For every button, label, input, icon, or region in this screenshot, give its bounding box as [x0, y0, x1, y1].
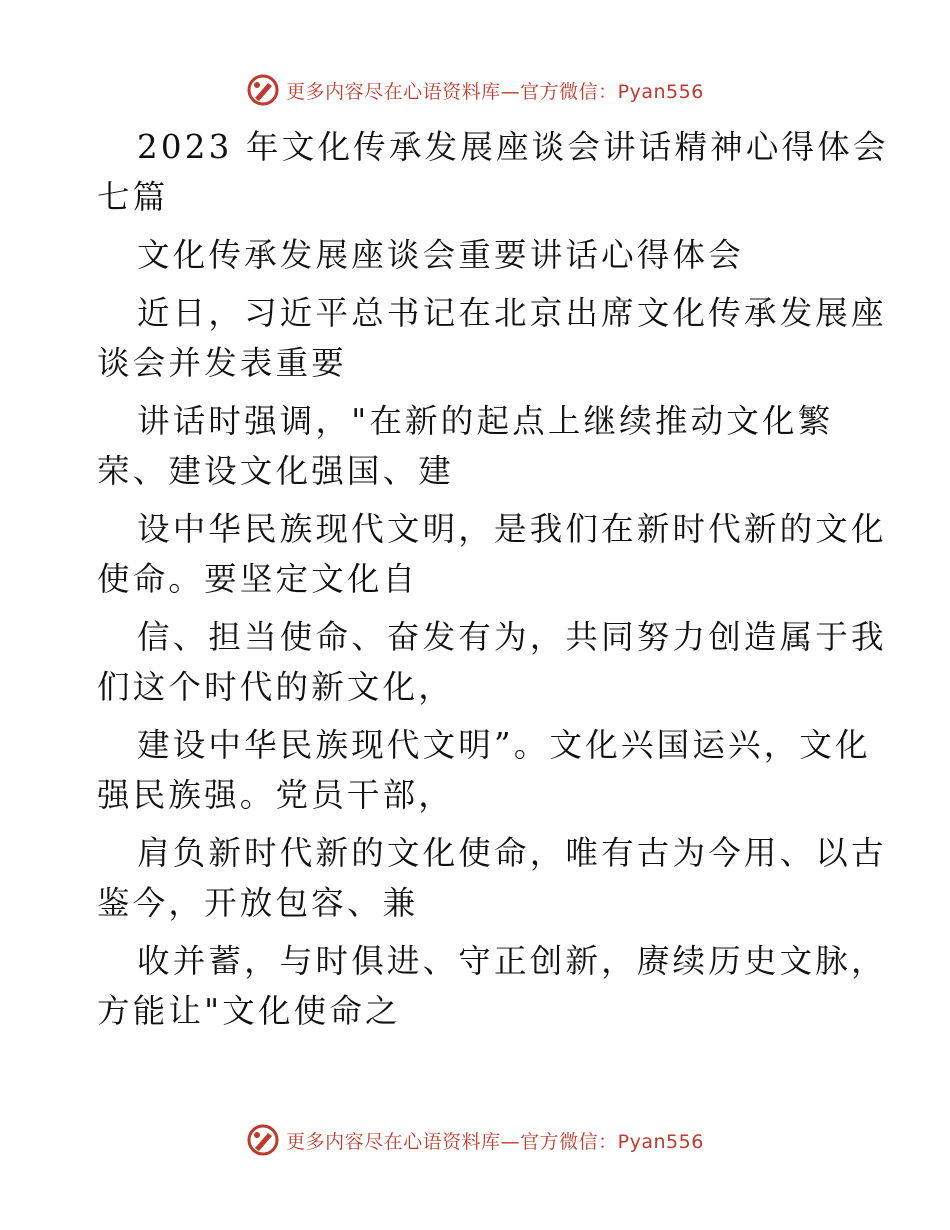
watermark-text: 更多内容尽在心语资料库—官方微信：Pyan556 — [286, 1130, 704, 1153]
document-body — [97, 122, 889, 1036]
text-line: 荣、建设文化强国、建 — [97, 452, 455, 490]
text-line: 七篇 — [97, 178, 169, 216]
watermark-text: 更多内容尽在心语资料库—官方微信：Pyan556 — [286, 80, 704, 103]
text-line: 收并蓄，与时俱进、守正创新，赓续历史文脉， — [137, 942, 887, 980]
text-line: 鉴今，开放包容、兼 — [97, 884, 419, 922]
pen-logo-icon — [246, 73, 280, 107]
text-line: 讲话时强调，"在新的起点上继续推动文化繁 — [137, 402, 834, 440]
text-line: 方能让"文化使命之 — [97, 992, 401, 1030]
header-watermark — [0, 70, 950, 110]
pen-logo-icon — [246, 1123, 280, 1157]
text-line: 信、担当使命、奋发有为，共同努力创造属于我 — [137, 618, 887, 656]
text-line: 强民族强。党员干部， — [97, 776, 455, 814]
footer-watermark — [0, 1120, 950, 1160]
text-line: 谈会并发表重要 — [97, 344, 347, 382]
text-line: 使命。要坚定文化自 — [97, 560, 419, 598]
text-line: 们这个时代的新文化， — [97, 668, 455, 706]
text-line: 肩负新时代新的文化使命，唯有古为今用、以古 — [137, 834, 887, 872]
text-line: 设中华民族现代文明，是我们在新时代新的文化 — [137, 510, 887, 548]
text-line: 建设中华民族现代文明”。文化兴国运兴，文化 — [137, 726, 871, 764]
text-line: 近日，习近平总书记在北京出席文化传承发展座 — [137, 294, 887, 332]
text-line: 文化传承发展座谈会重要讲话心得体会 — [137, 236, 744, 274]
text-line: 2023 年文化传承发展座谈会讲话精神心得体会 — [137, 128, 889, 166]
